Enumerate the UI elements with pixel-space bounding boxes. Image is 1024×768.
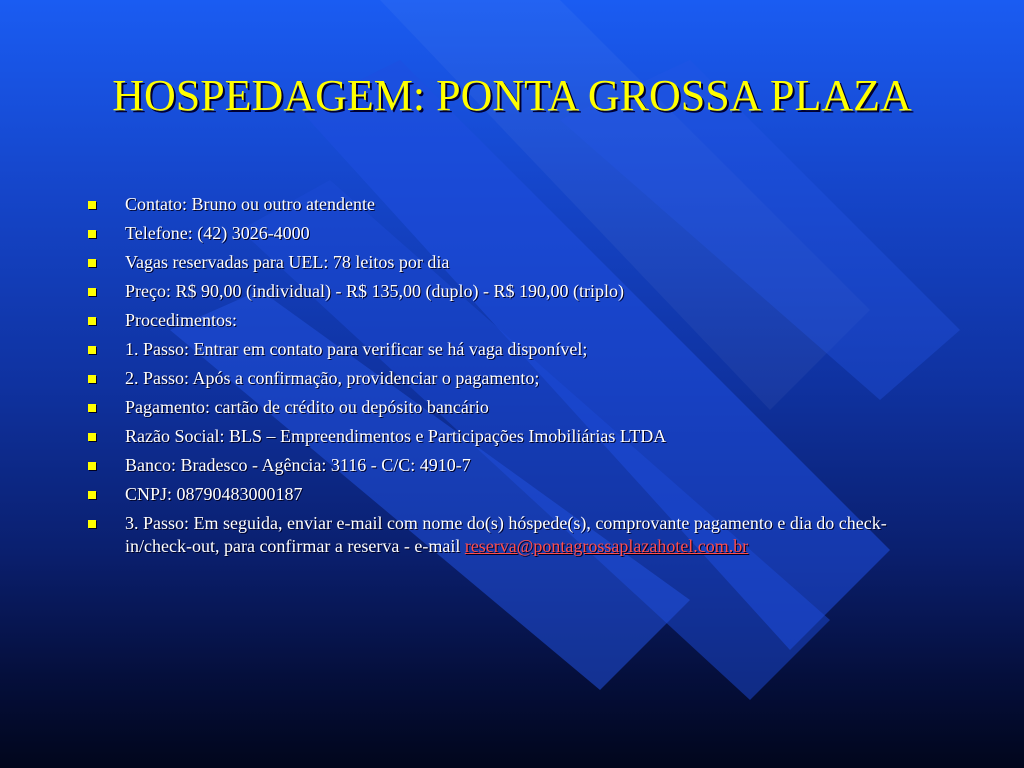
square-bullet-icon — [88, 317, 96, 325]
list-item — [88, 251, 938, 274]
square-bullet-icon — [88, 201, 96, 209]
list-item — [88, 425, 938, 448]
bullet-list — [88, 193, 938, 564]
list-item — [88, 338, 938, 361]
list-item — [88, 454, 938, 477]
square-bullet-icon — [88, 259, 96, 267]
list-item — [88, 222, 938, 245]
list-item — [88, 483, 938, 506]
list-item — [88, 309, 938, 332]
square-bullet-icon — [88, 346, 96, 354]
item-text: 1. Passo: Entrar em contato para verificar se há vaga disponível; — [125, 339, 588, 359]
item-text: Contato: Bruno ou outro atendente — [125, 194, 375, 214]
item-text: CNPJ: 08790483000187 — [125, 484, 303, 504]
list-item-step-3 — [88, 512, 938, 558]
item-text: Razão Social: BLS – Empreendimentos e Participações Imobiliárias LTDA — [125, 426, 667, 446]
item-text: Preço: R$ 90,00 (individual) - R$ 135,00 (duplo) - R$ 190,00 (triplo) — [125, 281, 624, 301]
item-text: Banco: Bradesco - Agência: 3116 - C/C: 4910-7 — [125, 455, 471, 475]
square-bullet-icon — [88, 520, 96, 528]
list-item — [88, 396, 938, 419]
item-text: Pagamento: cartão de crédito ou depósito bancário — [125, 397, 489, 417]
item-text: 3. Passo: Em seguida, enviar e-mail com nome do(s) hóspede(s), comprovante pagamento e dia do check-in/check-out, para confirmar a reserva - e-mail — [125, 513, 887, 556]
square-bullet-icon — [88, 433, 96, 441]
square-bullet-icon — [88, 491, 96, 499]
page-title: HOSPEDAGEM: PONTA GROSSA PLAZA — [112, 71, 912, 120]
item-text: Telefone: (42) 3026-4000 — [125, 223, 310, 243]
list-item — [88, 193, 938, 216]
list-item — [88, 280, 938, 303]
square-bullet-icon — [88, 462, 96, 470]
square-bullet-icon — [88, 230, 96, 238]
item-text: Vagas reservadas para UEL: 78 leitos por dia — [125, 252, 450, 272]
square-bullet-icon — [88, 288, 96, 296]
item-text: Procedimentos: — [125, 310, 237, 330]
item-text: 2. Passo: Após a confirmação, providenciar o pagamento; — [125, 368, 540, 388]
list-item — [88, 367, 938, 390]
email-link[interactable]: reserva@pontagrossaplazahotel.com.br — [464, 536, 749, 556]
square-bullet-icon — [88, 404, 96, 412]
square-bullet-icon — [88, 375, 96, 383]
